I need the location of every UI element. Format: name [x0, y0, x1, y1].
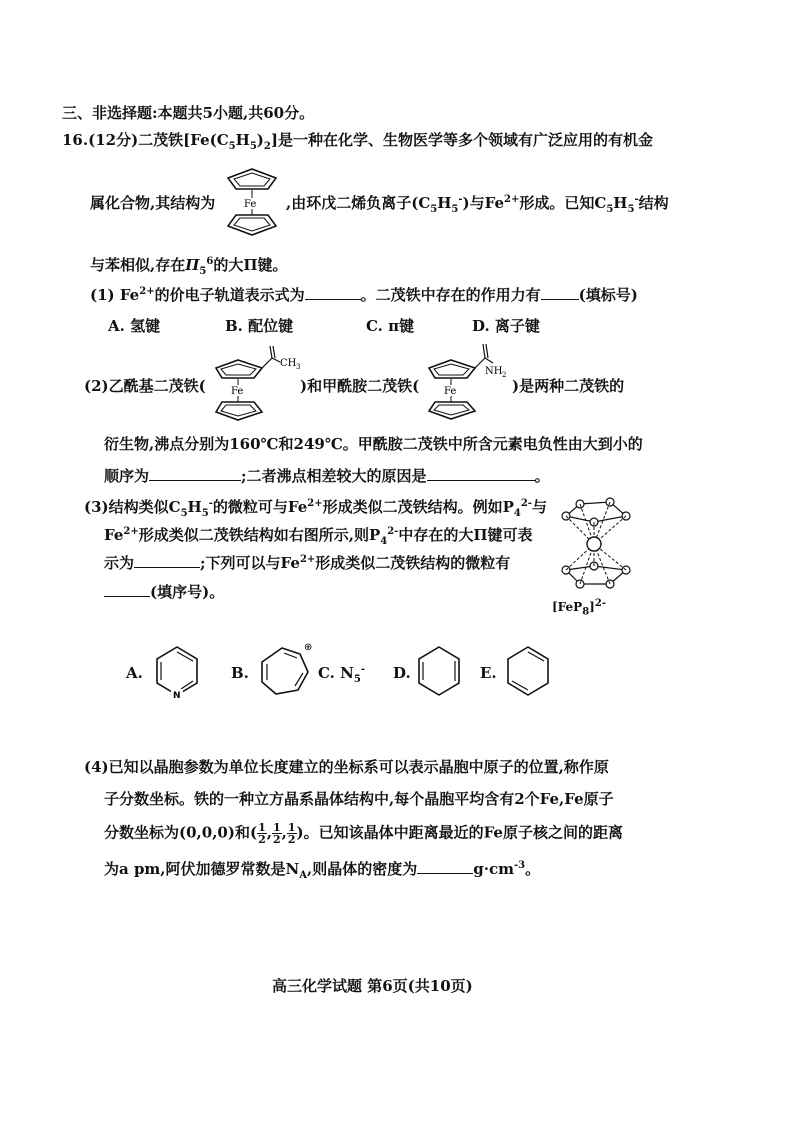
- fe-label-2: Fe: [444, 386, 457, 397]
- part4-line4: 为a pm,阿伏加德罗常数是$N_A$,则晶体的密度为 $g\cdot cm^{-3}$。: [104, 860, 541, 881]
- cyclohexadiene-14-structure: [503, 644, 553, 700]
- part3-line3: 示为 ;下列可以与$Fe^{2+}$形成类似二茂铁结构的微粒有: [104, 554, 511, 572]
- answer-blank-6[interactable]: [104, 582, 150, 597]
- ch3-sub: 3: [296, 363, 301, 371]
- answer-blank-7[interactable]: [417, 859, 473, 874]
- plus-charge-icon: ⊕: [304, 642, 313, 653]
- ferrocene-fe-label: Fe: [244, 199, 257, 210]
- cyclohexadiene-13-structure: [414, 644, 464, 700]
- part3-line2: $Fe^{2+}$形成类似二茂铁结构如右图所示,则$P_4^{2-}$中存在的大Π键可表: [104, 526, 533, 547]
- part3-line4: (填序号)。: [104, 582, 224, 602]
- fep8-label: $[FeP_8]^{2-}$: [552, 598, 606, 618]
- part2-line2: 衍生物,沸点分别为160℃和249℃。甲酰胺二茂铁中所含元素电负性由大到小的: [104, 435, 643, 453]
- page-footer: 高三化学试题 第6页(共10页): [272, 977, 473, 995]
- formamide-ferrocene-structure: [425, 338, 521, 420]
- q16-intro-line1: 16.(12分)二茂铁$[Fe(C_5H_5)_2]$是一种在化学、生物医学等多个领域有广泛应用的有机金: [62, 131, 653, 152]
- part1-question: (1) $Fe^{2+}$的价电子轨道表示式为 。二茂铁中存在的作用力有 (填标号): [90, 286, 638, 304]
- answer-blank-1[interactable]: [305, 285, 361, 300]
- pyridine-structure: [152, 644, 202, 700]
- answer-blank-4[interactable]: [427, 466, 535, 481]
- q16-intro-line2a: 属化合物,其结构为: [90, 194, 216, 212]
- choice-a-label: A.: [126, 664, 143, 682]
- part4-line1: (4)已知以晶胞参数为单位长度建立的坐标系可以表示晶胞中原子的位置,称作原: [84, 758, 609, 776]
- acetylferrocene-structure: [212, 340, 308, 420]
- ferrocene-structure: [222, 165, 282, 237]
- fraction-half-1: $\frac{1}{2}$: [258, 821, 266, 846]
- fraction-half-3: $\frac{1}{2}$: [287, 821, 296, 846]
- choice-b-label: B.: [231, 664, 249, 682]
- part3-line1: (3)结构类似$C_5H_5^-$的微粒可与$Fe^{2+}$形成类似二茂铁结构。例如$P_4^{2-}$与: [84, 498, 547, 519]
- answer-blank-2[interactable]: [541, 285, 579, 300]
- q16-intro-line3: 与苯相似,存在$\Pi_5^6$的大Π键。: [90, 256, 288, 277]
- option-d: D. 离子键: [472, 317, 540, 335]
- part4-line3: 分数坐标为(0,0,0)和( $\frac{1}{2}$ , $\frac{1}{2}$ , $\frac{1}{2}$ )。已知该晶体中距离最近的Fe原子核之间的距离: [104, 821, 623, 846]
- nh2-label: NH: [485, 366, 503, 377]
- fep8-structure: [548, 494, 644, 592]
- choice-e-label: E.: [480, 664, 497, 682]
- option-a: A. 氢键: [108, 317, 161, 335]
- part2-line1c: )是两种二茂铁的: [512, 377, 625, 395]
- choice-d-label: D.: [393, 664, 411, 682]
- answer-blank-3[interactable]: [149, 466, 241, 481]
- fe-label-1: Fe: [231, 386, 244, 397]
- part2-line1b: )和甲酰胺二茂铁(: [300, 377, 420, 395]
- fraction-half-2: $\frac{1}{2}$: [272, 821, 281, 846]
- part4-line2: 子分数坐标。铁的一种立方晶系晶体结构中,每个晶胞平均含有2个Fe,Fe原子: [104, 790, 614, 808]
- choice-c: C. $N_5^-$: [318, 664, 365, 685]
- answer-blank-5[interactable]: [134, 553, 200, 568]
- ch3-label: CH: [280, 358, 297, 369]
- option-c: C. π键: [366, 317, 415, 335]
- option-b: B. 配位键: [225, 317, 294, 335]
- part2-line1a: (2)乙酰基二茂铁(: [84, 377, 206, 395]
- section-title: 三、非选择题:本题共5小题,共60分。: [62, 104, 315, 122]
- tropylium-structure: [254, 640, 316, 702]
- nh2-sub: 2: [502, 371, 507, 379]
- part2-line3: 顺序为 ;二者沸点相差较大的原因是 。: [104, 467, 550, 485]
- q16-intro-line2b: ,由环戊二烯负离子$(C_5H_5^-)$与$Fe^{2+}$形成。已知$C_5H_5^-$结构: [286, 194, 669, 215]
- pyridine-n-label: N: [173, 691, 181, 701]
